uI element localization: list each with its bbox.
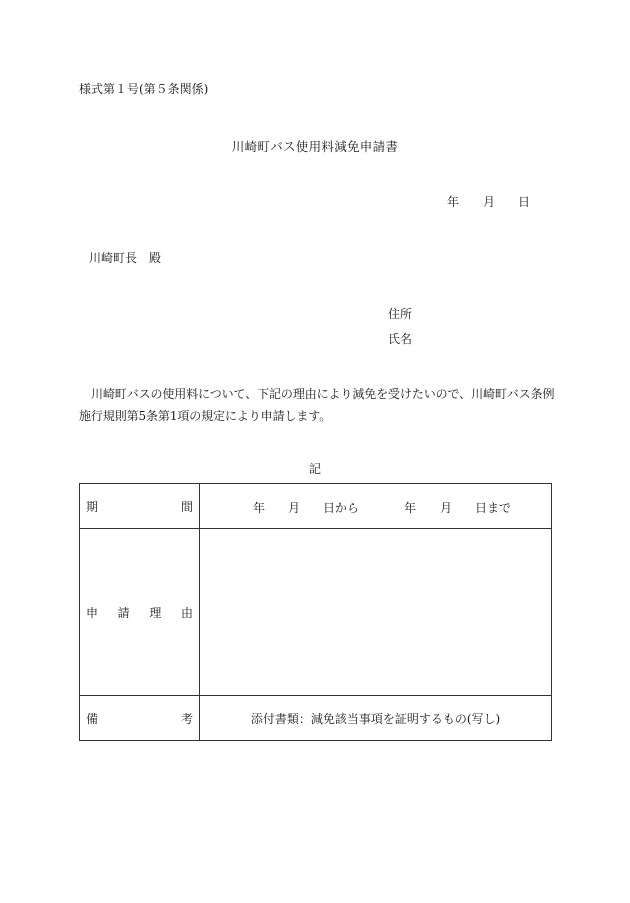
- date-month-label: 月: [483, 195, 496, 209]
- applicant-address-label: 住所: [388, 307, 413, 321]
- form-number-label: 様式第１号(第５条関係): [79, 82, 209, 96]
- period-from-year: 年: [253, 501, 266, 515]
- period-to-year: 年: [404, 501, 417, 515]
- table-row-period: [80, 484, 552, 529]
- addressee: [89, 249, 161, 266]
- period-to-day: 日まで: [475, 501, 512, 515]
- application-body-text: 川崎町バスの使用料について、下記の理由により減免を受けたいので、川崎町バス条例施行規則第5条第1項の規定により申請します。: [79, 387, 555, 423]
- reason-label-char-3: 理: [149, 605, 162, 620]
- reason-label-char-1: 申: [86, 605, 99, 620]
- table-row-notes: [80, 696, 552, 741]
- period-label-cell: [80, 484, 200, 529]
- details-table: [79, 483, 552, 741]
- notes-label-cell: [80, 696, 200, 741]
- table-row-reason: [80, 529, 552, 696]
- period-label-right: 間: [180, 499, 193, 514]
- notes-label-right: 考: [180, 711, 193, 726]
- date-year-label: 年: [447, 195, 460, 209]
- period-from-month: 月: [288, 501, 301, 515]
- period-to-month: 月: [440, 501, 453, 515]
- reason-value-cell[interactable]: [200, 529, 552, 696]
- notes-label-left: 備: [86, 711, 99, 726]
- period-from-day: 日から: [323, 501, 360, 515]
- ki-heading: 記: [308, 462, 321, 476]
- reason-label-char-4: 由: [180, 605, 193, 620]
- date-day-label: 日: [518, 195, 531, 209]
- applicant-name-label: 氏名: [388, 332, 413, 346]
- reason-label-char-2: 請: [117, 605, 130, 620]
- addressee-honorific: 殿: [149, 251, 162, 265]
- addressee-name: 川崎町長: [89, 251, 138, 265]
- period-value-cell[interactable]: [200, 484, 552, 529]
- notes-value-cell: 添付書類：減免該当事項を証明するもの(写し): [200, 696, 552, 741]
- document-title: 川崎町バス使用料減免申請書: [231, 139, 399, 154]
- period-label-left: 期: [86, 499, 99, 514]
- reason-label-cell: [80, 529, 200, 696]
